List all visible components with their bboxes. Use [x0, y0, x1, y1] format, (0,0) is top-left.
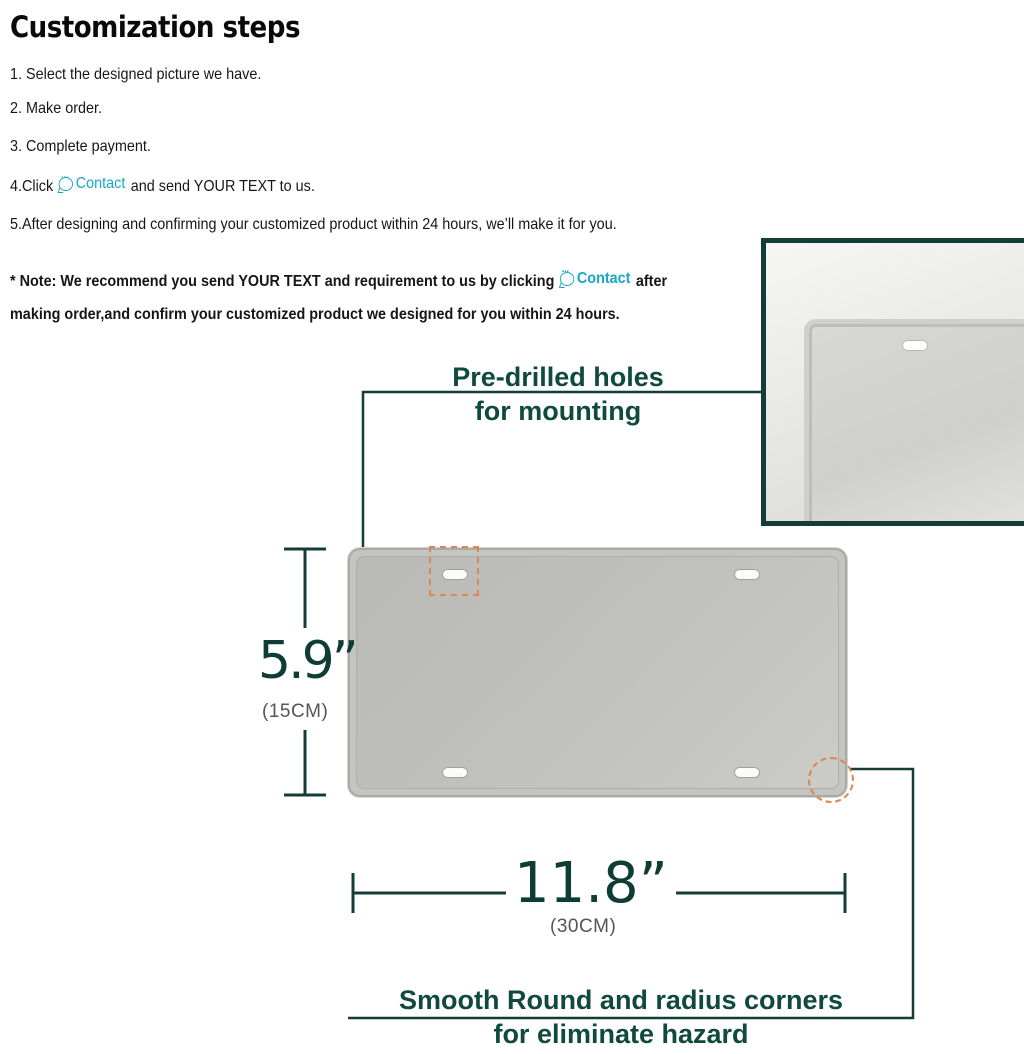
hole-highlight-box [429, 546, 479, 596]
holes-callout [408, 360, 708, 428]
hole-detail-inset [761, 238, 1024, 526]
note-text: * Note: We recommend you send YOUR TEXT and requirement to us by clicking [10, 273, 555, 290]
corners-callout-line-2: for eliminate hazard [493, 1019, 749, 1049]
step-2: 2. Make order. [10, 100, 103, 117]
inset-plate [804, 319, 1024, 526]
contact-label-note: Contact [576, 270, 631, 287]
step-3: 3. Complete payment. [10, 138, 151, 155]
note-line-2: making order,and confirm your customized product we designed for you within 24 hours. [10, 306, 620, 323]
mounting-hole-bottom-left [442, 767, 468, 778]
page-title: Customization steps [10, 10, 300, 44]
holes-callout-line-2: for mounting [474, 396, 642, 426]
contact-label: Contact [75, 175, 126, 192]
step-1: 1. Select the designed picture we have. [10, 66, 262, 83]
width-cm: (30CM) [550, 916, 617, 937]
corners-callout-line-1: Smooth Round and radius corners [398, 985, 844, 1015]
inset-mounting-hole [902, 340, 928, 351]
license-plate [348, 548, 847, 797]
height-cm: (15CM) [262, 701, 329, 722]
mounting-hole-top-right [734, 569, 760, 580]
corners-callout [360, 983, 882, 1051]
note-text-after: after [635, 273, 668, 290]
mounting-hole-bottom-right [734, 767, 760, 778]
step-4-label: 4.Click [10, 178, 54, 195]
step-5: 5.After designing and confirming your customized product within 24 hours, we’ll make it for you. [10, 216, 617, 233]
corner-highlight-circle [808, 757, 854, 803]
height-inches: 5.9” [258, 631, 356, 691]
holes-callout-line-1: Pre-drilled holes [452, 362, 664, 392]
width-inches: 11.8” [514, 851, 668, 916]
step-4-text: and send YOUR TEXT to us. [130, 178, 315, 195]
